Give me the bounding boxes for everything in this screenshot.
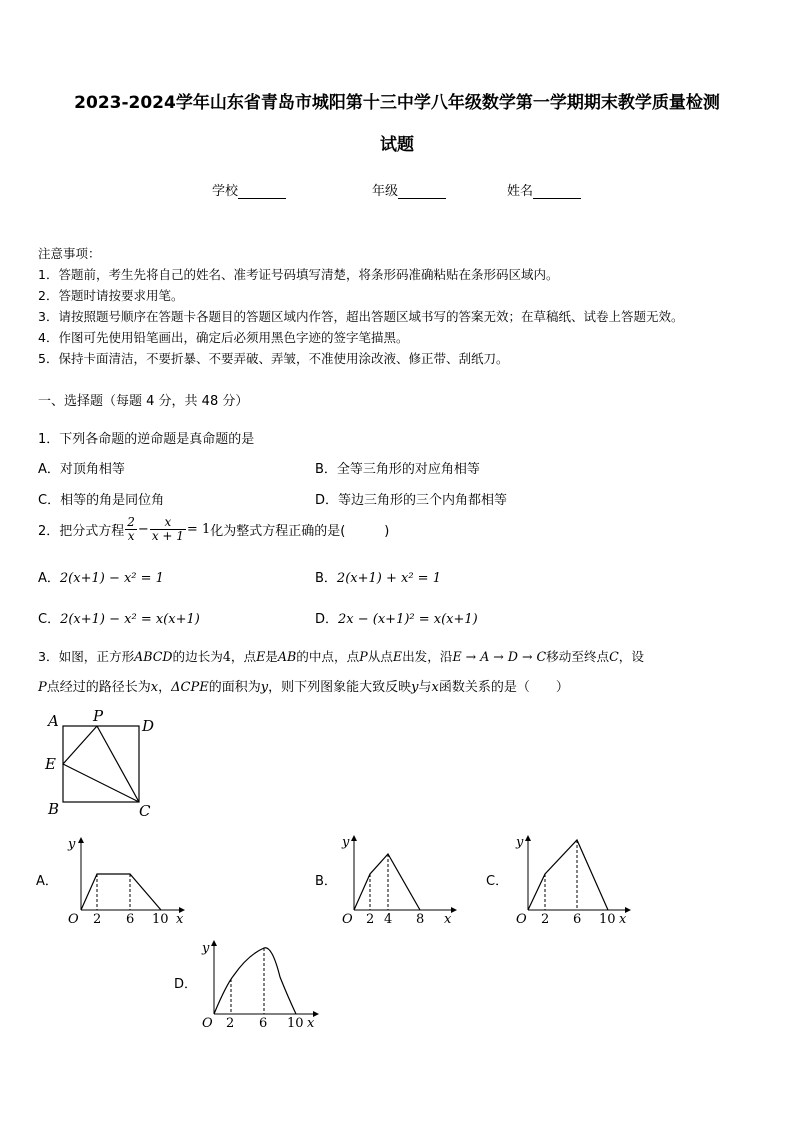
q3-option-c-label: C． [486, 874, 509, 889]
q3-option-b-label: B． [315, 874, 337, 889]
tick-label: 6 [573, 912, 582, 925]
tick-label: 10 [287, 1016, 304, 1031]
graph-d [196, 935, 326, 1033]
grade-label: 年级 [372, 184, 399, 199]
q2-option-d [315, 608, 478, 627]
q1-option-b: B．全等三角形的对应角相等 [315, 462, 480, 477]
segment-ep [63, 726, 97, 764]
text: 的面积为 [208, 680, 261, 695]
option-letter: C． [38, 612, 61, 627]
option-letter: D． [315, 612, 339, 627]
origin-label: O [68, 912, 79, 925]
name-label: 姓名 [507, 184, 534, 199]
q3-square-figure [40, 705, 170, 820]
grade-blank [398, 185, 446, 199]
axis-x-label: x [176, 912, 184, 925]
label-a: A [48, 712, 59, 730]
math-var: x [431, 680, 439, 695]
frac-numerator: 2 [127, 515, 135, 529]
tick-label: 6 [126, 912, 135, 925]
math-var: ΔCPE [171, 680, 209, 695]
math-var: y [260, 680, 269, 695]
text: 移动至终点 [546, 649, 610, 664]
graph-b [336, 830, 466, 925]
section-heading: 一、选择题（每题 4 分，共 48 分） [38, 394, 249, 409]
q2-eq: = 1 [186, 522, 211, 537]
graph-d-curve [214, 948, 296, 1014]
graph-a-curve [81, 874, 161, 910]
label-c: C [139, 802, 151, 820]
q2-minus: − [137, 522, 149, 537]
label-p: P [93, 707, 104, 725]
text: 点经过的路径长为 [46, 680, 151, 695]
axis-x-label: x [307, 1016, 315, 1031]
math-var: E [256, 649, 266, 664]
math-var: y [411, 680, 419, 695]
note-item: 5．保持卡面清洁，不要折暴、不要弄破、弄皱，不准使用涂改液、修正带、刮纸刀。 [38, 351, 509, 366]
math-var: P [359, 649, 368, 664]
school-blank [238, 185, 286, 199]
q3-option-d-label: D． [174, 977, 198, 992]
tick-label: 8 [416, 912, 425, 925]
option-expression: 2(x+1) − x² = x(x+1) [60, 612, 200, 627]
origin-label: O [202, 1016, 213, 1031]
q2-option-c [38, 608, 200, 627]
text: ， [158, 680, 172, 695]
q2-frac1 [125, 516, 137, 543]
q2-stem [38, 516, 389, 543]
page-title-line1: 2023-2024学年山东省青岛市城阳第十三中学八年级数学第一学期期末教学质量检测 [74, 93, 720, 113]
graph-c-curve [528, 840, 608, 910]
tick-label: 10 [152, 912, 169, 925]
q2-option-b [315, 567, 441, 586]
q3-option-a-label: A． [36, 874, 58, 889]
option-expression: 2(x+1) − x² = 1 [59, 571, 164, 586]
q2-prefix: 2．把分式方程 [38, 524, 125, 539]
graph-b-curve [354, 854, 420, 910]
note-item: 2．答题时请按要求用笔。 [38, 288, 184, 303]
school-field [212, 180, 286, 199]
tick-label: 4 [384, 912, 393, 925]
q1-option-c: C．相等的角是同位角 [38, 493, 165, 508]
frac-numerator: x [150, 516, 186, 530]
name-blank [533, 185, 581, 199]
tick-label: 2 [226, 1016, 235, 1031]
note-item: 1．答题前，考生先将自己的姓名、准考证号码填写清楚，将条形码准确粘贴在条形码区域内。 [38, 267, 559, 282]
q3-stem-line1 [38, 646, 644, 665]
note-item: 4．作图可先使用铅笔画出，确定后必须用黑色字迹的签字笔描黑。 [38, 330, 409, 345]
tick-label: 2 [366, 912, 375, 925]
label-d: D [142, 717, 155, 735]
q1-option-d: D．等边三角形的三个内角都相等 [315, 493, 508, 508]
axis-y-label: y [68, 837, 76, 852]
math-path: E → A → D → C [452, 649, 547, 664]
segment-ec [63, 764, 139, 802]
origin-label: O [342, 912, 353, 925]
origin-label: O [516, 912, 527, 925]
label-e: E [45, 755, 56, 773]
q1-stem: 1．下列各命题的逆命题是真命题的是 [38, 432, 255, 447]
school-label: 学校 [212, 184, 239, 199]
axis-y-label: y [202, 941, 210, 956]
label-b: B [48, 800, 60, 818]
math-var: ABCD [134, 649, 173, 664]
page-title-line2: 试题 [380, 135, 414, 155]
text: 出发，沿 [402, 649, 453, 664]
text: ，点 [230, 649, 257, 664]
q2-option-a [38, 567, 164, 586]
axis-y-label: y [342, 835, 350, 850]
text: 的中点，点 [296, 649, 360, 664]
q1-option-a: A．对顶角相等 [38, 462, 125, 477]
frac-denominator: x [127, 529, 135, 543]
math-var: P [38, 680, 47, 695]
text: 3．如图，正方形 [38, 649, 135, 664]
note-item: 3．请按照题号顺序在答题卡各题目的答题区域内作答，超出答题区域书写的答案无效；在草稿纸、试卷上答题无效。 [38, 309, 684, 324]
option-expression: 2x − (x+1)² = x(x+1) [338, 612, 478, 627]
math-var: AB [277, 649, 297, 664]
text: ，设 [618, 649, 644, 664]
math-var: x [150, 680, 159, 695]
option-letter: B． [315, 571, 337, 586]
grade-field [372, 180, 446, 199]
axis-x-label: x [444, 912, 452, 925]
graph-a [60, 830, 190, 925]
text: 的边长为 [172, 649, 223, 664]
name-field [507, 180, 581, 199]
q2-frac2 [150, 516, 186, 543]
option-expression: 2(x+1) + x² = 1 [336, 571, 441, 586]
axis-y-label: y [516, 835, 524, 850]
frac-denominator: x + 1 [151, 529, 184, 543]
notes-heading: 注意事项： [38, 246, 101, 261]
tick-label: 10 [599, 912, 616, 925]
text: 与 [418, 680, 432, 695]
segment-pc [97, 726, 139, 802]
graph-c [510, 830, 640, 925]
q2-suffix: 化为整式方程正确的是( ) [210, 524, 390, 539]
q3-stem-line2 [38, 676, 569, 695]
math-var: C [609, 649, 619, 664]
tick-label: 6 [259, 1016, 268, 1031]
text: 从点 [367, 649, 393, 664]
option-letter: A． [38, 571, 60, 586]
tick-label: 2 [93, 912, 102, 925]
text: 函数关系的是（ ） [438, 680, 569, 695]
text: 是 [265, 649, 278, 664]
square-abcd [63, 726, 139, 802]
math-num: 4 [222, 649, 231, 664]
axis-x-label: x [619, 912, 627, 925]
text: ，则下列图象能大致反映 [268, 680, 412, 695]
tick-label: 2 [541, 912, 550, 925]
math-var: E [392, 649, 403, 664]
